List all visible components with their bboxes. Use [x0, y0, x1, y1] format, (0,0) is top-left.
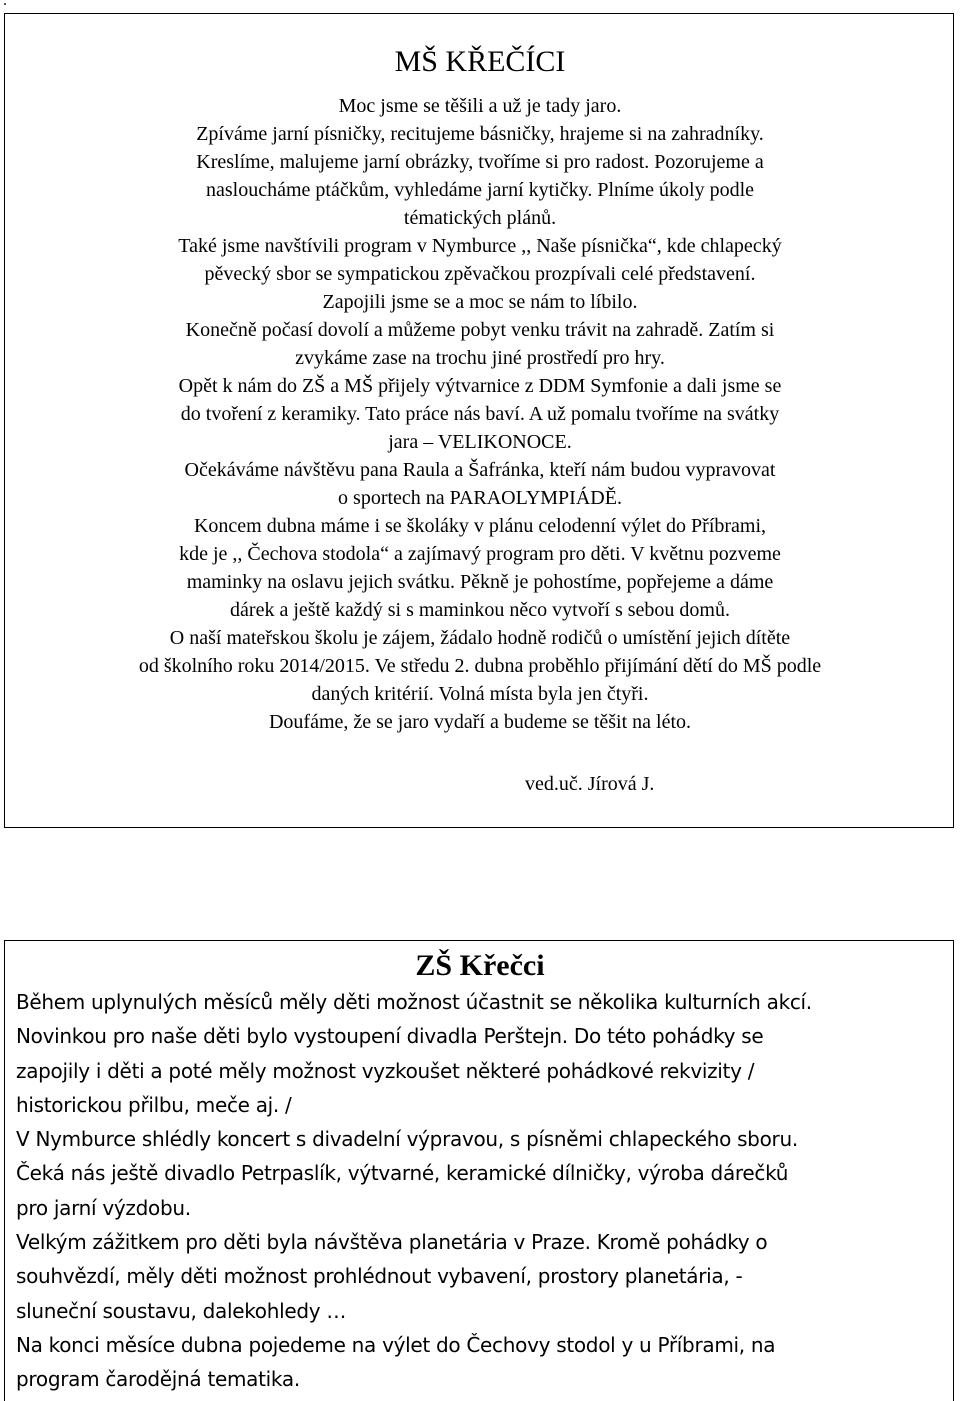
ms-line: jara – VELIKONOCE. — [388, 431, 572, 453]
ms-article-body — [0, 92, 960, 736]
ms-line: Očekáváme návštěvu pana Raula a Šafránka, kteří nám budou vypravovat — [184, 459, 776, 481]
ms-line: zvykáme zase na trochu jiné prostředí pro hry. — [295, 347, 665, 369]
ms-line: do tvoření z keramiky. Tato práce nás baví. A už pomalu tvoříme na svátky — [180, 403, 780, 425]
ms-signature: ved.uč. Jírová J. — [525, 773, 655, 795]
ms-line: Zapojili jsme se a moc se nám to líbilo. — [322, 291, 638, 313]
zs-line: Na konci měsíce dubna pojedeme na výlet do Čechovy stodol y u Příbrami, na — [16, 1332, 776, 1357]
zs-line: Během uplynulých měsíců měly děti možnost účastnit se několika kulturních akcí. — [16, 990, 812, 1014]
zs-title: ZŠ Křečci — [415, 949, 545, 982]
ms-line: Opět k nám do ZŠ a MŠ přijely výtvarnice z DDM Symfonie a dali jsme se — [178, 375, 782, 397]
ms-line: o sportech na PARAOLYMPIÁDĚ. — [338, 487, 622, 509]
ms-line: nasloucháme ptáčkům, vyhledáme jarní kytičky. Plníme úkoly podle — [205, 179, 755, 201]
zs-line: Velkým zážitkem pro děti byla návštěva planetária v Praze. Kromě pohádky o — [16, 1230, 768, 1255]
zs-line: zapojily i děti a poté měly možnost vyzkoušet některé pohádkové rekvizity / — [16, 1058, 755, 1083]
ms-line: tématických plánů. — [403, 207, 557, 229]
ms-line: Doufáme, že se jaro vydaří a budeme se těšit na léto. — [268, 711, 692, 733]
ms-line: Moc jsme se těšili a už je tady jaro. — [338, 95, 622, 117]
ms-line: O naší mateřskou školu je zájem, žádalo hodně rodičů o umístění jejich dítěte — [169, 627, 791, 649]
zs-line: Čeká nás ještě divadlo Petrpaslík, výtvarné, keramické dílničky, výroba dárečků — [16, 1161, 789, 1186]
ms-line: Konečně počasí dovolí a můžeme pobyt venku trávit na zahradě. Zatím si — [185, 319, 775, 341]
zs-line: Novinkou pro naše děti bylo vystoupení divadla Perštejn. Do této pohádky se — [16, 1024, 764, 1049]
ms-line: kde je ,, Čechova stodola“ a zajímavý program pro děti. V květnu pozveme — [179, 543, 781, 565]
page-marker: . — [3, 0, 7, 9]
ms-line: Kreslíme, malujeme jarní obrázky, tvoříme si pro radost. Pozorujeme a — [196, 151, 764, 173]
ms-title: MŠ KŘEČÍCI — [394, 45, 566, 78]
zs-line: pro jarní výzdobu. — [16, 1195, 191, 1220]
zs-article-body — [16, 985, 951, 1397]
zs-line: souhvězdí, měly děti možnost prohlédnout vybavení, prostory planetária, - — [16, 1264, 743, 1289]
ms-line: Zpíváme jarní písničky, recitujeme básničky, hrajeme si na zahradníky. — [196, 123, 764, 145]
ms-line: maminky na oslavu jejich svátku. Pěkně je pohostíme, popřejeme a dáme — [186, 571, 774, 593]
ms-line: od školního roku 2014/2015. Ve středu 2. dubna proběhlo přijímání dětí do MŠ podle — [138, 655, 822, 677]
ms-line: pěvecký sbor se sympatickou zpěvačkou prozpívali celé představení. — [204, 263, 756, 285]
zs-line: historickou přilbu, meče aj. / — [16, 1092, 292, 1117]
zs-line: program čarodějná tematika. — [16, 1367, 300, 1392]
ms-line: Koncem dubna máme i se školáky v plánu celodenní výlet do Příbrami, — [193, 515, 767, 537]
ms-line: Také jsme navštívili program v Nymburce ,, Naše písnička“, kde chlapecký — [178, 235, 782, 257]
zs-line: sluneční soustavu, dalekohledy … — [16, 1298, 347, 1323]
ms-line: dárek a ještě každý si s maminkou něco vytvoří s sebou domů. — [230, 599, 730, 621]
zs-line: V Nymburce shlédly koncert s divadelní výpravou, s písněmi chlapeckého sboru. — [16, 1127, 798, 1152]
ms-line: daných kritérií. Volná místa byla jen čtyři. — [311, 683, 649, 705]
